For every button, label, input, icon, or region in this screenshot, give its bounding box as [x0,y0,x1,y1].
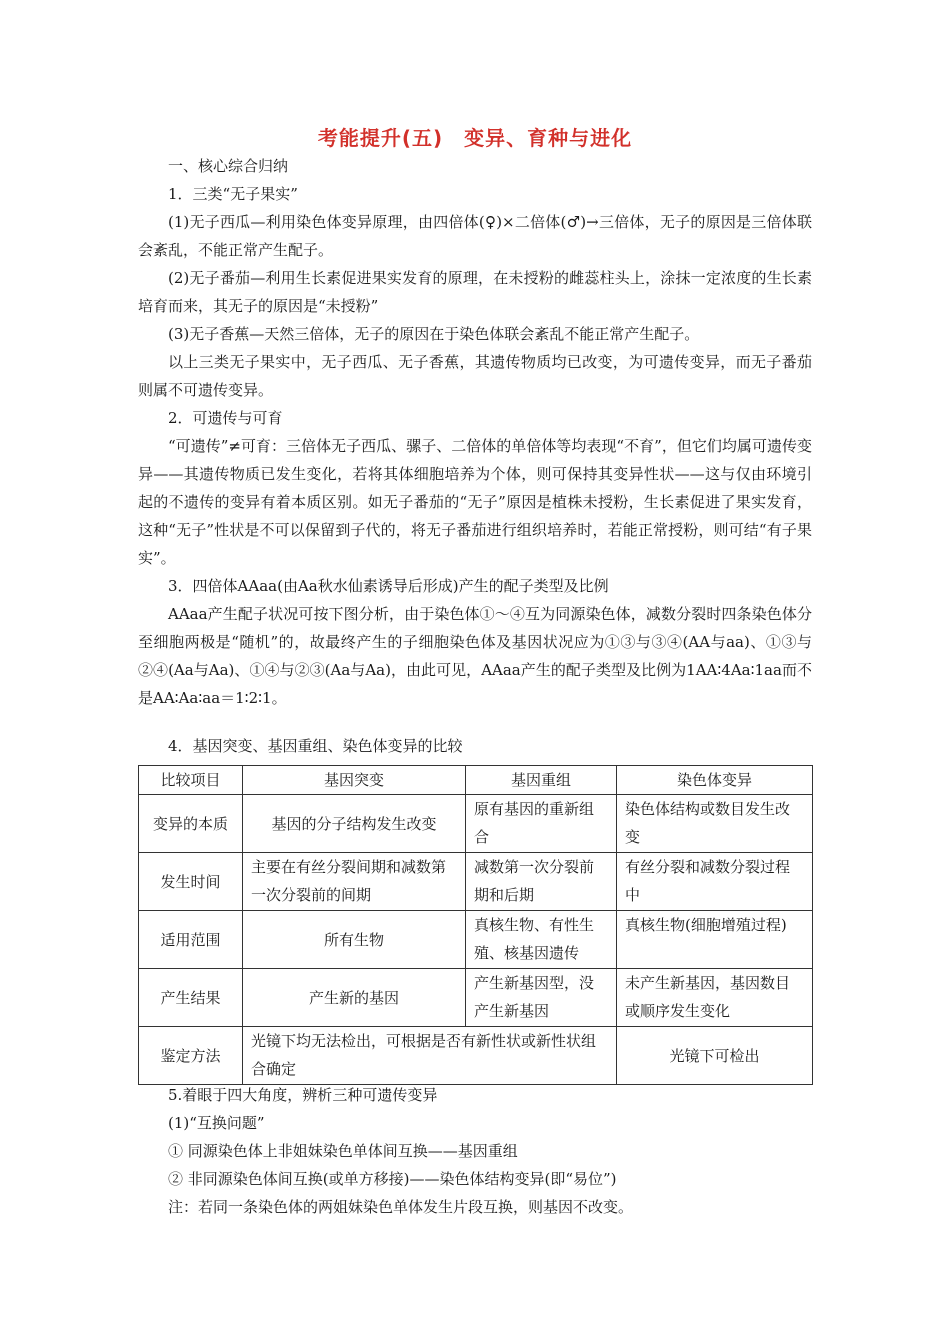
row-label: 产生结果 [139,969,243,1027]
table-header-row [139,766,813,795]
row-label: 鉴定方法 [139,1027,243,1085]
item5-subheading: (1)“互换问题” [168,1114,265,1132]
row-label: 发生时间 [139,853,243,911]
item3-paragraph-1: AAaa产生配子状况可按下图分析，由于染色体①～④互为同源染色体，减数分裂时四条染色体分至细胞两极是“随机”的，故最终产生的子细胞染色体及基因状况应为①③与③④(AA与aa)、①③与②④(Aa与Aa)、①④与②③(Aa与Aa)，由此可见，AAaa产生的配子类型及比例为1AA∶4Aa∶1aa而不是AA∶Aa∶aa＝1∶2∶1。 [138,605,812,707]
variation-comparison-table [138,765,813,1085]
item1-paragraph-1: (1)无子西瓜—利用染色体变异原理，由四倍体(♀)×二倍体(♂)→三倍体，无子的原因是三倍体联会紊乱，不能正常产生配子。 [138,213,812,259]
table-header-cell: 基因突变 [243,766,466,795]
table-row [139,969,813,1027]
merged-cell: 光镜下均无法检出，可根据是否有新性状或新性状组合确定 [243,1027,617,1085]
item5-line-1: ① 同源染色体上非姐妹染色单体间互换——基因重组 [168,1142,518,1160]
row-label: 适用范围 [139,911,243,969]
mutation-cell: 产生新的基因 [243,969,466,1027]
item5-text-block [138,1081,812,1221]
item4-heading-block [138,732,812,760]
item5-note: 注：若同一条染色体的两姐妹染色单体发生片段互换，则基因不改变。 [168,1198,634,1216]
table-header-cell: 比较项目 [139,766,243,795]
chromosome-cell: 光镜下可检出 [617,1027,813,1085]
mutation-cell: 基因的分子结构发生改变 [243,795,466,853]
item1-paragraph-2: (2)无子番茄—利用生长素促进果实发育的原理，在未授粉的雌蕊柱头上，涂抹一定浓度的生长素培育而来，其无子的原因是“未授粉” [138,269,812,315]
item4-heading: 4．基因突变、基因重组、染色体变异的比较 [168,737,463,755]
page-title: 考能提升(五) 变异、育种与进化 [317,126,633,150]
chromosome-cell: 有丝分裂和减数分裂过程中 [617,853,813,911]
chromosome-cell: 染色体结构或数目发生改变 [617,795,813,853]
item1-paragraph-3: (3)无子香蕉—天然三倍体，无子的原因在于染色体联会紊乱不能正常产生配子。 [168,325,700,343]
recombination-cell: 原有基因的重新组合 [466,795,617,853]
mutation-cell: 所有生物 [243,911,466,969]
mutation-cell: 主要在有丝分裂间期和减数第一次分裂前的间期 [243,853,466,911]
item5-heading: 5.着眼于四大角度，辨析三种可遗传变异 [168,1086,438,1104]
item1-paragraph-4: 以上三类无子果实中，无子西瓜、无子香蕉，其遗传物质均已改变，为可遗传变异，而无子番茄则属不可遗传变异。 [138,353,812,399]
row-label: 变异的本质 [139,795,243,853]
table-row [139,1027,813,1085]
chromosome-cell: 未产生新基因，基因数目或顺序发生变化 [617,969,813,1027]
table-row [139,795,813,853]
table-header-cell: 基因重组 [466,766,617,795]
table-row [139,911,813,969]
chromosome-cell: 真核生物(细胞增殖过程) [617,911,813,969]
table-header-cell: 染色体变异 [617,766,813,795]
section-heading: 一、核心综合归纳 [168,157,289,175]
item3-heading: 3．四倍体AAaa(由Aa秋水仙素诱导后形成)产生的配子类型及比例 [168,577,609,595]
recombination-cell: 产生新基因型，没产生新基因 [466,969,617,1027]
recombination-cell: 减数第一次分裂前期和后期 [466,853,617,911]
item2-paragraph-1: “可遗传”≠可育：三倍体无子西瓜、骡子、二倍体的单倍体等均表现“不育”，但它们均属可遗传变异——其遗传物质已发生变化，若将其体细胞培养为个体，则可保持其变异性状——这与仅由环境引起的不遗传的变异有着本质区别。如无子番茄的“无子”原因是植株未授粉，生长素促进了果实发育，这种“无子”性状是不可以保留到子代的，将无子番茄进行组织培养时，若能正常授粉，则可结“有子果实”。 [138,437,812,567]
item1-heading: 1．三类“无子果实” [168,185,298,203]
summary-text-block [138,152,812,712]
table-row [139,853,813,911]
recombination-cell: 真核生物、有性生殖、核基因遗传 [466,911,617,969]
item2-heading: 2．可遗传与可育 [168,409,283,427]
item5-line-2: ② 非同源染色体间互换(或单方移接)——染色体结构变异(即“易位”) [168,1170,617,1188]
